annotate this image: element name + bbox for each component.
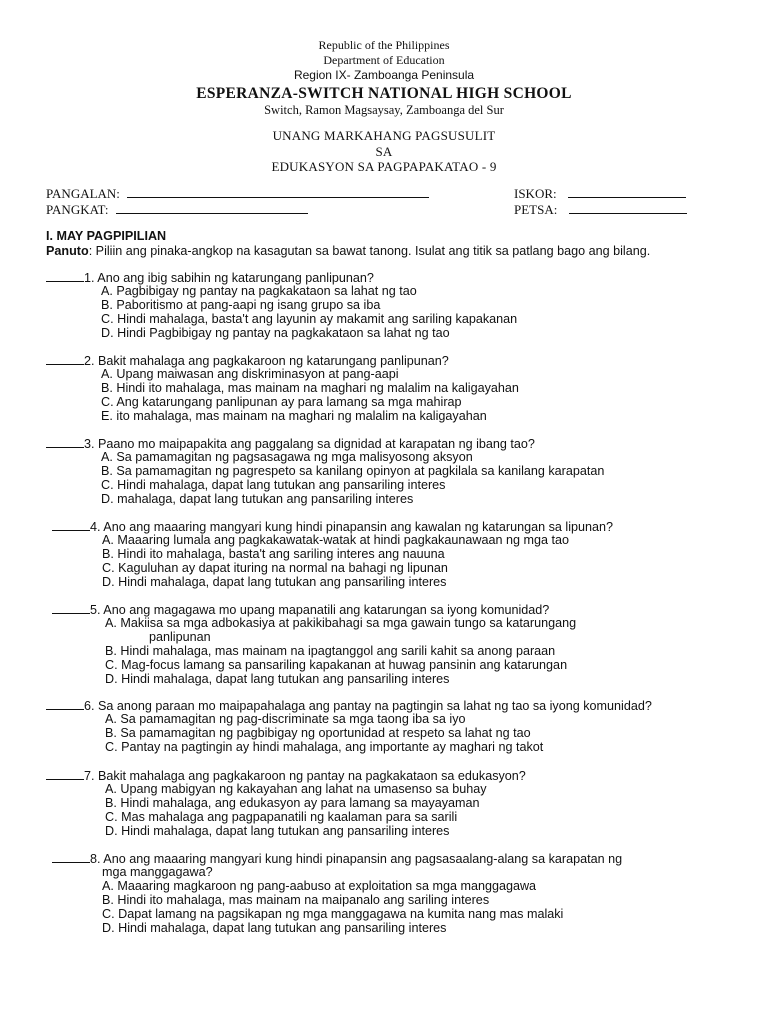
question-5-option-a-cont: panlipunan xyxy=(149,630,211,644)
question-7-option-d: D. Hindi mahalaga, dapat lang tutukan ang pansariling interes xyxy=(105,824,450,838)
name-blank[interactable] xyxy=(127,186,429,198)
directions-text: : Piliin ang pinaka-angkop na kasagutan sa bawat tanong. Isulat ang titik sa patlang bago ang bilang. xyxy=(88,244,651,258)
exam-title-line1: UNANG MARKAHANG PAGSUSULIT xyxy=(272,128,496,143)
question-stem: 8. Ano ang maaaring mangyari kung hindi pinapansin ang pagsasaalang-alang sa karapatan ng xyxy=(90,852,623,866)
section-title: I. MAY PAGPIPILIAN xyxy=(46,229,167,243)
answer-blank[interactable] xyxy=(46,436,84,448)
answer-blank[interactable] xyxy=(46,353,84,365)
answer-blank[interactable] xyxy=(46,768,84,780)
answer-blank[interactable] xyxy=(46,698,84,710)
question-3-option-b: B. Sa pamamagitan ng pagrespeto sa kanilang opinyon at pagkilala sa kanilang karapatan xyxy=(101,464,605,478)
question-2-option-b: B. Hindi ito mahalaga, mas mainam na maghari ng malalim na kaligayahan xyxy=(101,381,519,395)
question-5 xyxy=(52,602,549,617)
question-8-stem-cont: mga manggagawa? xyxy=(102,865,213,879)
question-8-option-b: B. Hindi ito mahalaga, mas mainam na maipanalo ang sariling interes xyxy=(102,893,490,907)
question-4-option-b: B. Hindi ito mahalaga, basta't ang sariling interes ang nauuna xyxy=(102,547,445,561)
question-stem: 1. Ano ang ibig sabihin ng katarungang panlipunan? xyxy=(84,271,374,285)
question-1 xyxy=(46,270,374,285)
question-8 xyxy=(52,851,622,866)
question-stem: 5. Ano ang magagawa mo upang mapanatili ang katarungan sa iyong komunidad? xyxy=(90,603,550,617)
question-4-option-c: C. Kaguluhan ay dapat ituring na normal na bahagi ng lipunan xyxy=(102,561,448,575)
score-label: ISKOR: xyxy=(514,186,557,201)
republic-line: Republic of the Philippines xyxy=(318,38,450,52)
question-2-option-a: A. Upang maiwasan ang diskriminasyon at pang-aapi xyxy=(101,367,399,381)
question-stem: 2. Bakit mahalaga ang pagkakaroon ng katarungang panlipunan? xyxy=(84,354,449,368)
exam-title-line3: EDUKASYON SA PAGPAPAKATAO - 9 xyxy=(271,159,497,174)
score-field xyxy=(514,186,686,202)
question-7 xyxy=(46,768,526,783)
date-blank[interactable] xyxy=(569,202,687,214)
question-7-option-c: C. Mas mahalaga ang pagpapanatili ng kaalaman para sa sarili xyxy=(105,810,458,824)
question-5-option-c: C. Mag-focus lamang sa pansariling kapakanan at huwag pansinin ang katarungan xyxy=(105,658,568,672)
question-6-option-c: C. Pantay na pagtingin ay hindi mahalaga, ang importante ay maghari ng takot xyxy=(105,740,544,754)
section-blank[interactable] xyxy=(116,202,308,214)
directions xyxy=(46,244,650,258)
directions-label: Panuto xyxy=(46,244,89,258)
answer-blank[interactable] xyxy=(52,851,90,863)
question-4-option-a: A. Maaaring lumala ang pagkakawatak-watak at hindi pagkakaunawaan ng mga tao xyxy=(102,533,569,547)
section-field xyxy=(46,202,308,218)
question-3-option-a: A. Sa pamamagitan ng pagsasagawa ng mga malisyosong aksyon xyxy=(101,450,473,464)
question-6-option-b: B. Sa pamamagitan ng pagbibigay ng oportunidad at respeto sa lahat ng tao xyxy=(105,726,531,740)
question-stem: 6. Sa anong paraan mo maipapahalaga ang pantay na pagtingin sa lahat ng tao sa iyong komunidad? xyxy=(84,699,652,713)
question-5-option-d: D. Hindi mahalaga, dapat lang tutukan ang pansariling interes xyxy=(105,672,450,686)
question-stem: 7. Bakit mahalaga ang pagkakaroon ng pantay na pagkakataon sa edukasyon? xyxy=(84,769,526,783)
question-2-option-e: E. ito mahalaga, mas mainam na maghari ng malalim na kaligayahan xyxy=(101,409,487,423)
question-6-option-a: A. Sa pamamagitan ng pag-discriminate sa mga taong iba sa iyo xyxy=(105,712,466,726)
department-line: Department of Education xyxy=(323,53,445,67)
question-7-option-a: A. Upang mabigyan ng kakayahan ang lahat na umasenso sa buhay xyxy=(105,782,487,796)
question-8-option-d: D. Hindi mahalaga, dapat lang tutukan ang pansariling interes xyxy=(102,921,447,935)
question-4 xyxy=(52,519,613,534)
question-1-option-d: D. Hindi Pagbibigay ng pantay na pagkakataon sa lahat ng tao xyxy=(101,326,450,340)
question-4-option-d: D. Hindi mahalaga, dapat lang tutukan ang pansariling interes xyxy=(102,575,447,589)
question-6 xyxy=(46,698,652,713)
question-3-option-c: C. Hindi mahalaga, dapat lang tutukan ang pansariling interes xyxy=(101,478,446,492)
exam-title-line2: SA xyxy=(375,144,393,159)
name-field xyxy=(46,186,429,202)
question-2-option-c: C. Ang katarungang panlipunan ay para lamang sa mga mahirap xyxy=(101,395,462,409)
answer-blank[interactable] xyxy=(52,602,90,614)
answer-blank[interactable] xyxy=(52,519,90,531)
name-label: PANGALAN: xyxy=(46,186,120,201)
question-1-option-b: B. Paboritismo at pang-aapi ng isang grupo sa iba xyxy=(101,298,381,312)
answer-blank[interactable] xyxy=(46,270,84,282)
question-5-option-b: B. Hindi mahalaga, mas mainam na ipagtanggol ang sarili kahit sa anong paraan xyxy=(105,644,556,658)
question-7-option-b: B. Hindi mahalaga, ang edukasyon ay para lamang sa mayayaman xyxy=(105,796,480,810)
date-label: PETSA: xyxy=(514,202,558,217)
section-label: PANGKAT: xyxy=(46,202,109,217)
school-address: Switch, Ramon Magsaysay, Zamboanga del Sur xyxy=(264,103,504,117)
question-8-option-c: C. Dapat lamang na pagsikapan ng mga manggagawa na kumita nang mas malaki xyxy=(102,907,564,921)
question-3 xyxy=(46,436,535,451)
question-8-option-a: A. Maaaring magkaroon ng pang-aabuso at exploitation sa mga manggagawa xyxy=(102,879,537,893)
question-1-option-a: A. Pagbibigay ng pantay na pagkakataon sa lahat ng tao xyxy=(101,284,417,298)
score-blank[interactable] xyxy=(568,186,686,198)
question-5-option-a: A. Makiisa sa mga adbokasiya at pakikibahagi sa mga gawain tungo sa katarungang xyxy=(105,616,577,630)
question-stem: 4. Ano ang maaaring mangyari kung hindi pinapansin ang kawalan ng katarungan sa lipunan? xyxy=(90,520,614,534)
question-3-option-d: D. mahalaga, dapat lang tutukan ang pansariling interes xyxy=(101,492,414,506)
question-2 xyxy=(46,353,449,368)
question-1-option-c: C. Hindi mahalaga, basta't ang layunin ay makamit ang sariling kapakanan xyxy=(101,312,518,326)
question-stem: 3. Paano mo maipapakita ang paggalang sa dignidad at karapatan ng ibang tao? xyxy=(84,437,535,451)
school-name: ESPERANZA-SWITCH NATIONAL HIGH SCHOOL xyxy=(196,85,572,102)
region-line: Region IX- Zamboanga Peninsula xyxy=(293,68,475,82)
date-field xyxy=(514,202,687,218)
